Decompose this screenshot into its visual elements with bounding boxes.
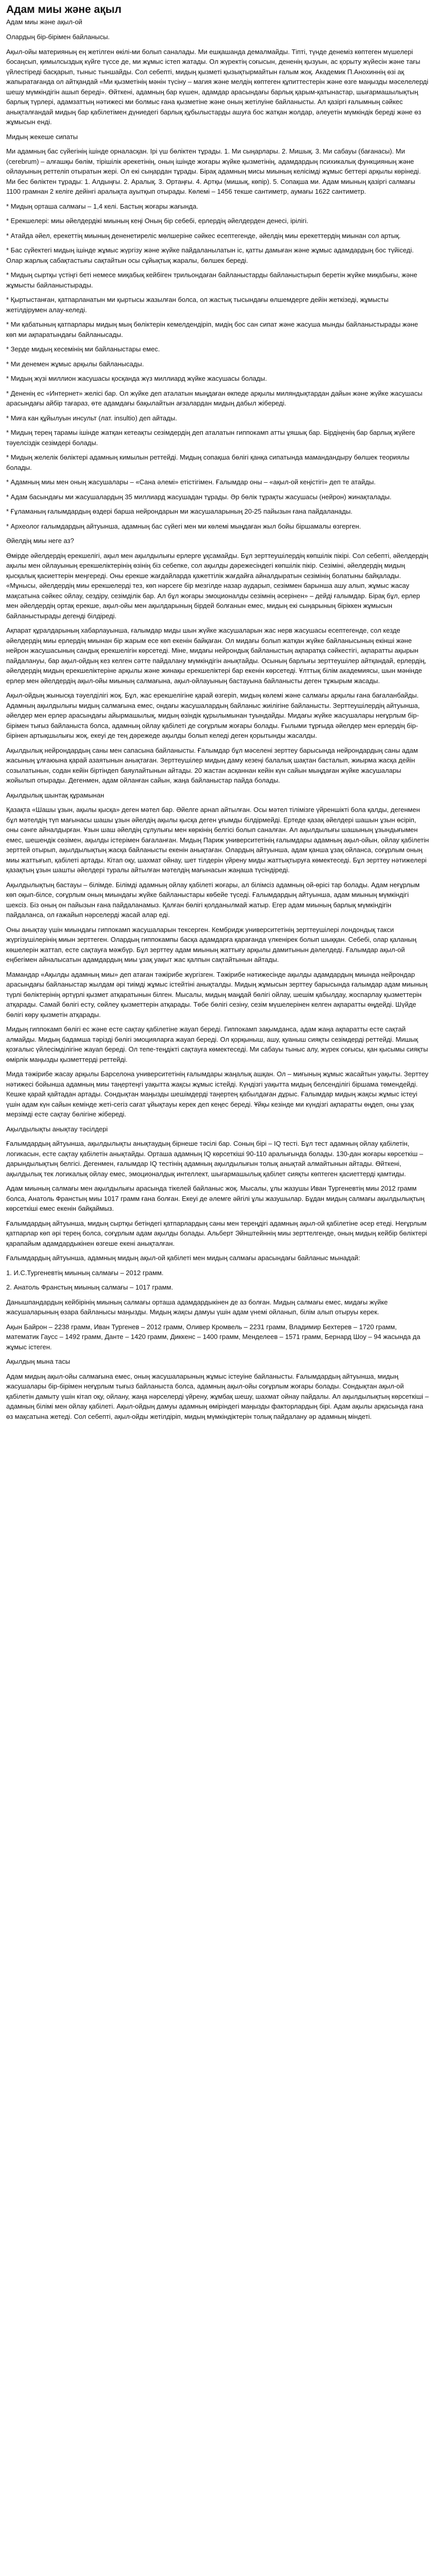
article-paragraph: * Адам басындағы ми жасушалардың 35 миллиард жасушадан тұрады. Әр бөлік тұрақты жасушасы (нейрон) жинақталады. xyxy=(6,493,392,501)
article-paragraph: Ғалымдардың айтуынша, мидың сыртқы бетіндегі қатпарлардың саны мен тереңдігі адамның ақыл-ой қабілетіне әсер етеді. Неғұрлым қатпарлар көп әрі терең болса, соғұрлым адам ақылды болады. Альберт Эйнштейннің миы зерттелгенде, оның мидың кейбір бөліктері қарапайым адамдардыкінен өзгеше екені анықталған. xyxy=(6,1219,427,1247)
article-paragraph: * Бас сүйектегі мидың ішінде жұмыс жүргізу және жүйке пайдаланылатын іс, қатты дамыған және жұмыс адамдардың бос түйіседі. Олар жарлық сабақтастығы сақтайтын осы сұйықтық жаралы, бөлшек береді. xyxy=(6,246,414,264)
article-paragraph: * Зерде мидың кесемінің ми байланыстары емес. xyxy=(6,345,160,353)
article-paragraph: Ақылдылықтың бастауы – білімде. Білімді адамның ойлау қабілеті жоғары, ал білімсіз адамның ой-өрісі тар болады. Адам неғұрлым көп оқып-білсе, соғұрлым оның миындағы жүйке байланыстары көбейе түседі. Ғалымдардың айтуынша, адам миының мүмкіндігі шексіз. Біз оның он пайызын ғана пайдаланамыз. Қалған бөлігі қолданылмай жатыр. Егер адам миының барлық мүмкіндігін пайдаланса, ол ғажайып нәрселерді жасай алар еді. xyxy=(6,880,420,919)
article-paragraph: * Ғұламаның ғалымдардың өздері барша нейрондарын ми жасушаларының 20-25 пайызын ғана пайдаланады. xyxy=(6,507,353,515)
article-paragraph: * Мидың терең тарамы ішінде жатқан кетеақты сезімдердің деп аталатын гиппокамп атты ұяшық бар. Бірдіңенің бар барлық жүйеге тәуелсіздік сезімдері болады. xyxy=(6,429,415,447)
article-paragraph: Ғалымдардың айтуынша, ақылдылықты анықтаудың бірнеше тәсілі бар. Соның бірі – IQ тесті. Бұл тест адамның ойлау қабілетін, логикасын, есте сақтау қабілетін анықтайды. Орташа адамның IQ көрсеткіші 90-110 аралығында болады. 130-дан жоғары көрсеткіш – дарындылықтың белгісі. Дегенмен, ғалымдар IQ тестінің адамның ақылдылығын толық анықтай алмайтынын айтады. Өйткені, ақылдылық тек логикалық ойлау емес, эмоционалдық интеллект, шығармашылық қабілет сияқты көптеген қасиеттерді қамтиды. xyxy=(6,1140,424,1178)
article-paragraph: Ақыл-ойдың жынысқа тәуелділігі жоқ. Бұл, жас ерекшелігіне қарай өзгеріп, мидың көлемі және салмағы арқылы ғана бағаланбайды. Адамның ақылдылығы мидың салмағына емес, ондағы жасушалардың байланыс жиілігіне байланысты. Зерттеушілердің айтуынша, әйелдер мен ерлер арасындағы айырмашылық, мидың өзіндік құрылымынан туындайды. Мидағы жүйке жасушалары неғұрлым бір-бірімен тығыз байланыста болса, адамның ойлау қабілеті де соғұрлым жоғары болады. Ғылыми тұрғыда әйелдер мен ерлердің бір-бірінен артықшылығы жоқ, екеуі де тең дәрежеде ақылды болып келеді деген қорытынды жасалды. xyxy=(6,691,420,739)
article-paragraph: Оны анықтау үшін миындағы гиппокамп жасушаларын тексерген. Кембридж университетінің зерттеушілері лондондық такси жүргізушілерінің миын зерттеген. Олардың гиппокампы басқа адамдарға қарағанда үлкенірек болып шыққан. Себебі, олар қаланың көшелерін жаттап, есте сақтауға мәжбүр. Бұл зерттеу адам миының жаттығу арқылы дамитынын дәлелдеді. Ғалымдар ақыл-ой еңбегімен айналысатын адамдардың миы ұзақ уақыт жас қалпын сақтайтынын айтады. xyxy=(6,925,416,963)
article-paragraph: Мидың жекеше сипаты xyxy=(6,132,78,141)
article-paragraph: Ақылдылықты анықтау тәсілдері xyxy=(6,1125,108,1133)
article-paragraph: Адам мидың ақыл-ойы салмағына емес, оның жасушаларының жұмыс істеуіне байланысты. Ғалымдардың айтуынша, мидың жасушалары бір-бірімен неғұрлым тығыз байланыста болса, адамның ақыл-ойы соғұрлым жоғары болады. Сондықтан ақыл-ой қабілетін дамыту үшін кітап оқу, ойлану, жаңа нәрселерді үйрену, жұмбақ шешу, шахмат ойнау пайдалы. Ал ақылдылықтың көрсеткіші – адамның білімі мен ойлау қабілеті. Ақыл-ойдың дамуы адамның өміріндегі маңызды факторлардың бірі. Адам ақылы арқасында ғана өз мақсатына жетеді. Сол себепті, ақыл-ойды жетілдіріп, мидың мүмкіндіктерін толық пайдалану әр адамның міндеті. xyxy=(6,1372,429,1420)
article-paragraph: Мамандар «Ақылды адамның миы» деп атаған тәжірибе жүргізген. Тәжірибе нәтижесінде ақылды адамдардың миында нейрондар арасындағы байланыстар жылдам әрі тиімді жұмыс істейтіні анықталды. Мидың жұмысын зерттеу барысында ғалымдар адам миының түрлі бөліктерінің әртүрлі қызмет атқаратынын білген. Мысалы, мидың маңдай бөлігі ойлау, шешім қабылдау, жоспарлау қызметтерін атқарады. Самай бөлігі есту, сөйлеу қызметтерін атқарады. Төбе бөлігі сезіну, сезім мүшелерінен келген ақпаратты өңдейді. Шүйде бөлігі көру қызметін атқарады. xyxy=(6,970,428,1019)
article-paragraph: Ақыл-ойы материяның ең жетілген өкілі-ми болып саналады. Ми ешқашанда демалмайды. Тіпті, түнде денеміз көптеген мүшелері босаңсып, қимылсыздық күйге түссе де, ми жұмыс істеп жатады. Ол жүректің соғысын, дененің қызуын, ас қорыту жүйесін және тағы үйлестіреді басқарып, тыныс тыншайды. Сол себепті, мидың қызметі қызықтырмайтын ғалым жоқ. Академик П.Анохиннің өзі ақ жапыратағанда ол айтқандай «Ми қызметінің мәнін түсіну – магия және мелдің көптеген құпиттестерін және өзге маңызды мәселелерді шешу мүмкіндігін ашып береді». Өйткені, адамның бар күшен, адамдар арасындағы барлық қарым-қатынастар, шығармашылықтың барлық түрлері, адамзаттың нәтижесі ми болмыс ғана қызметіне және оның жетілуіне байланысты. Ал қазіргі ғалымның сәйкес анықталғандай мидың бар қабілетімен дүниедегі барлық құбылыстарды ашуға бос жатқан жолдар, әлеуетін мүмкіндік береді және өз жұмысын енді. xyxy=(6,47,429,126)
article-paragraph: * Ми қабатының қатпарлары мидың мың бөліктерін кемелдендіріп, мидің бос сан сипат және жасуша мынды байланыстырады және көп ми ақпаратындағы байланысады. xyxy=(6,320,418,338)
article-paragraph: Қазақта «Шашы ұзын, ақылы қысқа» деген мәтел бар. Әйелге арнап айтылған. Осы мәтел тілімізге үйреншікті бола қалды, дегенмен бұл мәтелдің түп мағынасы шашы ұзын әйелдің ақылы қысқа деген ұғымды білдірмейді. Ертеде қазақ әйелдері шашын ұзын өсіріп, оны сәнге айналдырған. Ұзын шаш әйелдің сұлулығы мен көркінің белгісі болып саналған. Ал ақылдылығы шашының ұзындығымен емес, шешендік сөзімен, ақылды істерімен бағаланған. Мидың Париж университетінің ғалымдары адамның ақыл-ойын, ойлау қабілетін зерттей отырып, ақылдылықтың жасқа байланысты екенін анықтаған. Олардың айтуынша, адам қанша ұзақ ойланса, соғұрлым оның миы жаттығып, қабілеті артады. Кітап оқу, шахмат ойнау, шет тілдерін үйрену миды жаттықтыруға көмектеседі. Бұл зерттеу нәтижелері қазақтың ұзын шашты әйелдері туралы айтылған мәтелдің мағынасын жаңаша түсіндіреді. xyxy=(6,806,429,874)
article-paragraph: * Атайда әйел, ерекеттің миының дененетиреліс мөлшеріне сәйкес есептегенде, әйелдің миы ерекеттердің миынан сол артық. xyxy=(6,231,401,240)
article-paragraph: * Мидың жүзі миллион жасушасы қосқанда жүз миллиард жүйке жасушасы болады. xyxy=(6,375,267,382)
article-paragraph: * Қыртыстанған, қатпарланатын ми қыртысы жазылған болса, ол жастық тысындағы өлшемдерге дейін жеткізеді, жұмысты жетілдірумен алау-келеді. xyxy=(6,296,389,314)
article-paragraph: Ақын Байрон – 2238 грамм, Иван Тургенев – 2012 грамм, Оливер Кромвель – 2231 грамм, Владимир Бехтерев – 1720 грамм, математик Гаусс – 1492 грамм, Данте – 1420 грамм, Диккенс – 1400 грамм, Менделеев – 1571 грамм, Бернард Шоу – 94 жасында да жұмыс істеген. xyxy=(6,1323,421,1351)
article-paragraph: Данышпандардың кейбірінің миының салмағы орташа адамдардыкінен де аз болған. Мидың салмағы емес, мидағы жүйке жасушаларының өзара байланысы маңызды. Мидың жақсы дамуы үшін адам үнемі ойланып, білім алып отыруы керек. xyxy=(6,1298,388,1316)
article-paragraph: Ғалымдардың айтуынша, адамның мидың ақыл-ой қабілеті мен мидың салмағы арасындағы байланыс мынадай: xyxy=(6,1254,360,1262)
article-paragraph: Олардың бір-бірімен байланысы. xyxy=(6,33,110,41)
article-paragraph: Ақылдылық шынтақ құрамынан xyxy=(6,791,104,799)
article-subtitle: Адам миы және ақыл-ой xyxy=(6,18,82,26)
article-paragraph: * Археолог ғалымдардың айтуынша, адамның бас сүйегі мен ми көлемі мыңдаған жыл бойы біршамалы өзгерген. xyxy=(6,522,361,530)
article-title: Адам миы және ақыл xyxy=(6,4,121,15)
article-paragraph: 2. Анатоль Франстың миының салмағы – 1017 грамм. xyxy=(6,1283,173,1291)
article-paragraph: Мидың гиппокамп бөлігі ес және есте сақтау қабілетіне жауап береді. Гиппокамп зақымданса, адам жаңа ақпаратты есте сақтай алмайды. Мидың бадамша тәрізді бөлігі эмоцияларға жауап береді. Ол қорқыныш, ашу, қуаныш сияқты сезімдерді реттейді. Мишық қозғалыс үйлесімділігіне жауап береді. Ол тепе-теңдікті сақтауға көмектеседі. Ми сабауы тыныс алу, жүрек соғысы, қан қысымы сияқты өмірлік маңызды қызметтерді реттейді. xyxy=(6,1025,428,1063)
article-paragraph: * Дененің ес «Интернет» желісі бар. Ол жүйке деп аталатын мыңдаған өкпеде арқылы миляндықтардан дайын және жүйке жасушасы арасындағы айбір тағараз, өте адамдағы бақылайтын ағзалардан мидың дабыл жібереді. xyxy=(6,389,423,407)
article-paragraph: * Мидың орташа салмағы – 1,4 келі. Бастың жоғары жағында. xyxy=(6,202,199,210)
article-paragraph: * Ми денемен жұмыс арқылы байланысады. xyxy=(6,360,144,368)
article-paragraph: Ақылдың мына тасы xyxy=(6,1358,71,1365)
article-paragraph: * Мидың сыртқы үстіңгі беті немесе миқабық кейбіген трильондаған байланыстарды байланыстырып беретін жүйке миқабығы, және жұмысты байланыстырады. xyxy=(6,271,417,289)
article-paragraph: Өмірде әйелдердің ерекшелігі, ақыл мен ақылдылығы ерлерге ұқсамайды. Бұл зерттеушілердің көпшілік пікірі. Сол себепті, әйелдердің ақылы мен ойлауының ерекшеліктерінің өзінің біз себепке, сол ақылды дәрежесіндегі көпшілік пікір. Сезіміні, әйелдердің мидың қысқалық қасиеттерін меңгереді. Оны ерекше жағдайларда қажеттілік жағдайға айналдыратын сезімінің болатыны байқалады. «Мұнысы, әйелдердің миы ерекшелерді тез, көп нәрсеге бір мезгілде назар аударып, сезіммен барынша ашу алып, жұмыс жасау мақсатына сәйкес ойлау, сездіру, сезімділік бар. Ал бұл жоғары эмоционалды сезімнің әсерінен» – дейді ғалымдар. Бірақ бұл, ерлер мен әйелдердің ортақ ерекше, ақыл-ойы мен ақылдарының бірдей болғанын емес, мидың екі сыңарының біріккен жұмысын байланыстырады дегенді білдіреді. xyxy=(6,551,428,620)
article-paragraph: Адам миының салмағы мен ақылдылығы арасында тікелей байланыс жоқ. Мысалы, ұлы жазушы Иван Тургеневтің миы 2012 грамм болса, Анатоль Франстың миы 1017 грамм ғана болған. Екеуі де әлемге әйгілі ұлы жазушылар. Бұдан мидың салмағы ақылдылықтың көрсеткіші емес екенін байқаймыз. xyxy=(6,1184,425,1212)
article-paragraph: 1. И.С.Тургеневтің миының салмағы – 2012 грамм. xyxy=(6,1268,164,1277)
article-paragraph: * Мидың желелік бөліктері адамның кимылын реттейді. Мидың сопақша бөлігі қанқа сипатында мамандандыру бөлшек теориялы болады. xyxy=(6,453,410,471)
article-paragraph: Ақпарат құралдарының хабарлауынша, ғалымдар миды шын жүйке жасушаларын жас нерв жасушасы есептегенде, сол кезде әйелдердің миы ерлердің миынан бір жарым есе көп екенін байқаған. Ол мидағы болып жатқан жүйке байланысының екінші және нейрон жасушасының сандық ерекшелігін көрсетеді. Міне, мидағы нейрондық байланыстың ақпаратқа сәйкестігі, ақпаратты ақырын пайдалануы, бар ақыл-ойдың кез келген сәтте пайдалану мүмкіндігін анықтайды. Осының барлығы зерттеушілер айтқандай, ерлердің, әйелдердің мидың ерекшеліктеріне арқылы және жинақы ерекшеліктері бар екенін көрсетеді. Ұлттық білім академиясы, шын мәнінде ерлер мен әйелдердің ақыл-ойы миының салмағына, ақыл-ойлауының бастауына байланысты деген тұжырым жасады. xyxy=(6,626,427,685)
article-body xyxy=(6,32,430,1421)
article-paragraph: Ми адамның бас сүйегінің ішінде орналасқан. Ірі үш бөліктен тұрады. 1. Ми сыңарлары. 2. Мишық. 3. Ми сабауы (бағанасы). Ми (cerebrum) – алғашқы бөлім, тірішілік әрекетінің, оның ішінде жоғары жүйке қызметінің, адамдардың психикалық функцияның және ойлауының реттеліп отыратын жері. Ол екі сыңардан тұрады. Бірақ адамның мисы миының келісімді жұмыс беттері арқылы көрінеді. Ми бес бөліктен тұрады: 1. Алдыңғы. 2. Аралық. 3. Ортаңғы. 4. Артқы (мишық, көпір). 5. Сопақша ми. Адам миының қазіргі салмағы 1100 грамнан 2 келіге дейінгі аралықта ауытқып отырады. Көлемі – 1456 текше сантиметр, аумағы 1622 сантиметр. xyxy=(6,147,421,195)
article-paragraph: Әйелдің миы неге аз? xyxy=(6,537,74,545)
article-paragraph: Мида тәжірибе жасау арқылы Барселона университетінің ғалымдары жаңалық ашқан. Ол – миғының жұмыс жасайтын уақыты. Зерттеу нәтижесі бойынша адамның миы таңертеңгі уақытта жақсы жұмыс істейді. Күндізгі уақытта мидың белсенділігі біршама төмендейді. Кешке қарай қайтадан артады. Сондықтан маңызды шешімдерді таңертең қабылдаған дұрыс. Ғалымдар мидың жақсы жұмыс істеуі үшін адам күн сайын кемінде жеті-сегіз сағат ұйықтауы керек деп кеңес береді. Ұйқы кезінде ми күндізгі ақпаратты өңдеп, оны ұзақ мерзімді есте сақтау бөлігіне жібереді. xyxy=(6,1070,429,1118)
article-paragraph: * Ерекшелері: миы әйелдердікі миының кеңі Оның бір себебі, ерлердің әйелдерден денесі, ірілігі. xyxy=(6,217,308,225)
article-paragraph: * Миға кан құйылуын инсульт (лат. insultio) деп айтады. xyxy=(6,414,177,422)
article-paragraph: * Адамның миы мен оның жасушалары – «Сана әлемі» етістігімен. Ғалымдар оны – «ақыл-ой кеңістігі» деп те атайды. xyxy=(6,478,376,486)
article-paragraph: Ақылдылық нейрондардың саны мен сапасына байланысты. Ғалымдар бұл мәселені зерттеу барысында нейрондардың саны адам жасының ұлғаюына қарай азаятынын анықтаған. Зерттеушілер мидың даму кезеңі балалық шақтан басталып, жиырма жасқа дейін созылатынын, содан кейін біртіндеп баяулайтынын айтады. 20 жастан асқаннан кейін күн сайын мыңдаған жүйке жасушалары жойылып отырады. Дегенмен, адам ойланған сайын, жаңа байланыстар пайда болады. xyxy=(6,746,418,784)
